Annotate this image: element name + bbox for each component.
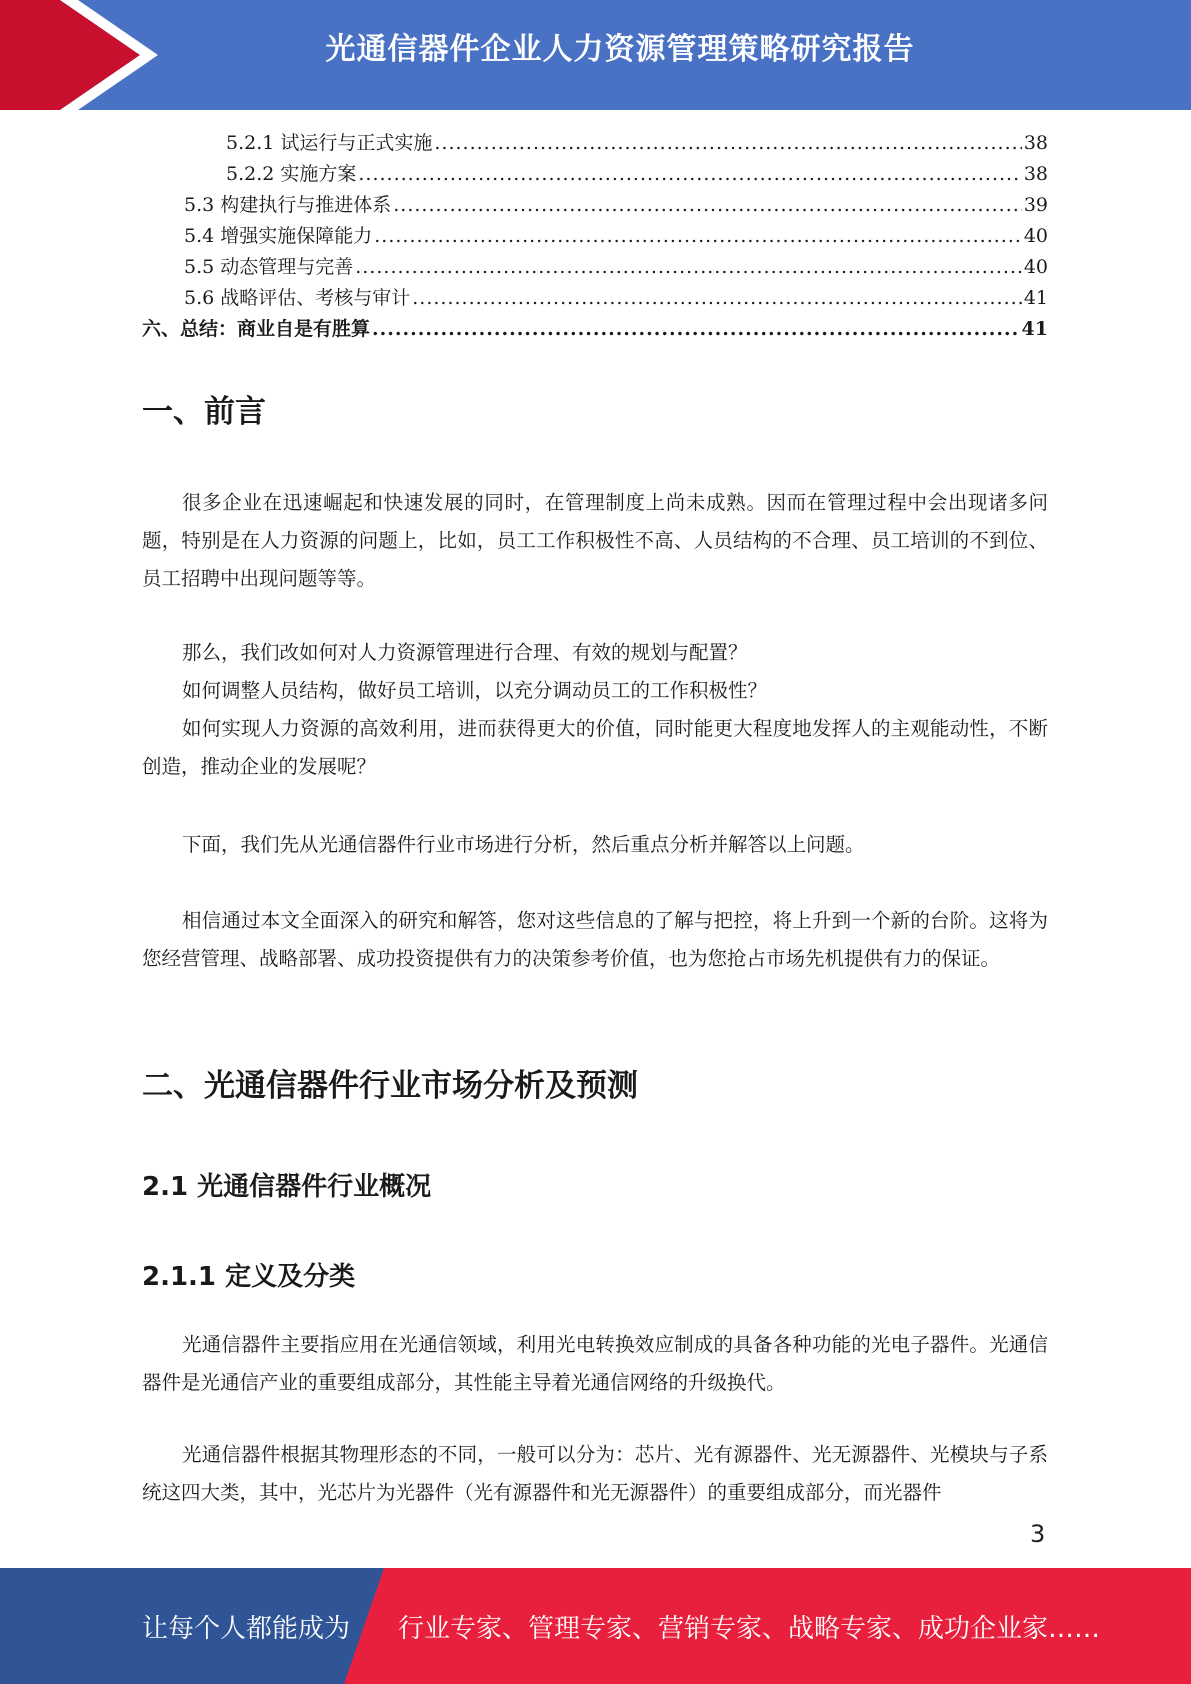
toc-item-text: 5.3 构建执行与推进体系	[184, 194, 392, 216]
toc-item-page: 38	[1023, 132, 1048, 154]
toc-leader-dots	[393, 190, 1022, 221]
toc-leader-dots	[374, 221, 1022, 252]
paragraph: 光通信器件主要指应用在光通信领域，利用光电转换效应制成的具备各种功能的光电子器件。光通信器件是光通信产业的重要组成部分，其性能主导着光通信网络的升级换代。	[142, 1333, 1048, 1394]
toc-item-page: 41	[1021, 318, 1048, 340]
footer-slogan-left: 让每个人都能成为	[142, 1614, 351, 1644]
toc-leader-dots	[355, 252, 1022, 283]
paragraph: 相信通过本文全面深入的研究和解答，您对这些信息的了解与把控，将上升到一个新的台阶。这将为您经营管理、战略部署、成功投资提供有力的决策参考价值，也为您抢占市场先机提供有力的保证。	[142, 909, 1048, 970]
table-of-contents	[142, 128, 1048, 345]
toc-item[interactable]	[142, 190, 1048, 221]
paragraph: 那么，我们改如何对人力资源管理进行合理、有效的规划与配置？	[182, 641, 748, 664]
paragraph: 如何调整人员结构，做好员工培训，以充分调动员工的工作积极性？	[182, 679, 768, 702]
page-number: 3	[1030, 1520, 1046, 1548]
toc-item-text: 六、总结：商业自是有胜算	[142, 318, 371, 340]
toc-item[interactable]	[142, 314, 1048, 345]
section-heading-market: 二、光通信器件行业市场分析及预测	[142, 1068, 638, 1104]
paragraph: 如何实现人力资源的高效利用，进而获得更大的价值，同时能更大程度地发挥人的主观能动性，不断创造，推动企业的发展呢？	[142, 717, 1048, 778]
subsection-heading-overview: 2.1 光通信器件行业概况	[142, 1172, 432, 1202]
toc-item-text: 5.5 动态管理与完善	[184, 256, 354, 278]
toc-item[interactable]	[142, 159, 1048, 190]
footer-slogan-right: 行业专家、管理专家、营销专家、战略专家、成功企业家……	[398, 1614, 1101, 1644]
toc-item[interactable]	[142, 221, 1048, 252]
section-heading-preface: 一、前言	[142, 394, 266, 430]
toc-item[interactable]	[142, 128, 1048, 159]
paragraph: 光通信器件根据其物理形态的不同，一般可以分为：芯片、光有源器件、光无源器件、光模块与子系统这四大类，其中，光芯片为光器件（光有源器件和光无源器件）的重要组成部分，而光器件	[142, 1443, 1048, 1504]
toc-item-text: 5.6 战略评估、考核与审计	[184, 287, 411, 309]
toc-item-page: 40	[1023, 256, 1048, 278]
page-footer	[0, 1568, 1191, 1684]
toc-leader-dots	[372, 314, 1020, 345]
toc-item-text: 5.2.2 实施方案	[226, 163, 357, 185]
toc-item-page: 40	[1023, 225, 1048, 247]
toc-item-page: 38	[1023, 163, 1048, 185]
toc-item[interactable]	[142, 283, 1048, 314]
paragraph: 很多企业在迅速崛起和快速发展的同时，在管理制度上尚未成熟。因而在管理过程中会出现诸多问题，特别是在人力资源的问题上，比如，员工工作积极性不高、人员结构的不合理、员工培训的不到位、员工招聘中出现问题等等。	[142, 491, 1048, 590]
toc-leader-dots	[434, 128, 1021, 159]
toc-item[interactable]	[142, 252, 1048, 283]
toc-item-text: 5.2.1 试运行与正式实施	[226, 132, 433, 154]
document-title: 光通信器件企业人力资源管理策略研究报告	[325, 32, 915, 67]
toc-leader-dots	[412, 283, 1022, 314]
page-header	[0, 0, 1191, 110]
toc-leader-dots	[358, 159, 1021, 190]
toc-item-page: 39	[1023, 194, 1048, 216]
toc-item-text: 5.4 增强实施保障能力	[184, 225, 373, 247]
paragraph: 下面，我们先从光通信器件行业市场进行分析，然后重点分析并解答以上问题。	[182, 833, 865, 856]
subsubsection-heading-definition: 2.1.1 定义及分类	[142, 1262, 356, 1292]
toc-item-page: 41	[1023, 287, 1048, 309]
